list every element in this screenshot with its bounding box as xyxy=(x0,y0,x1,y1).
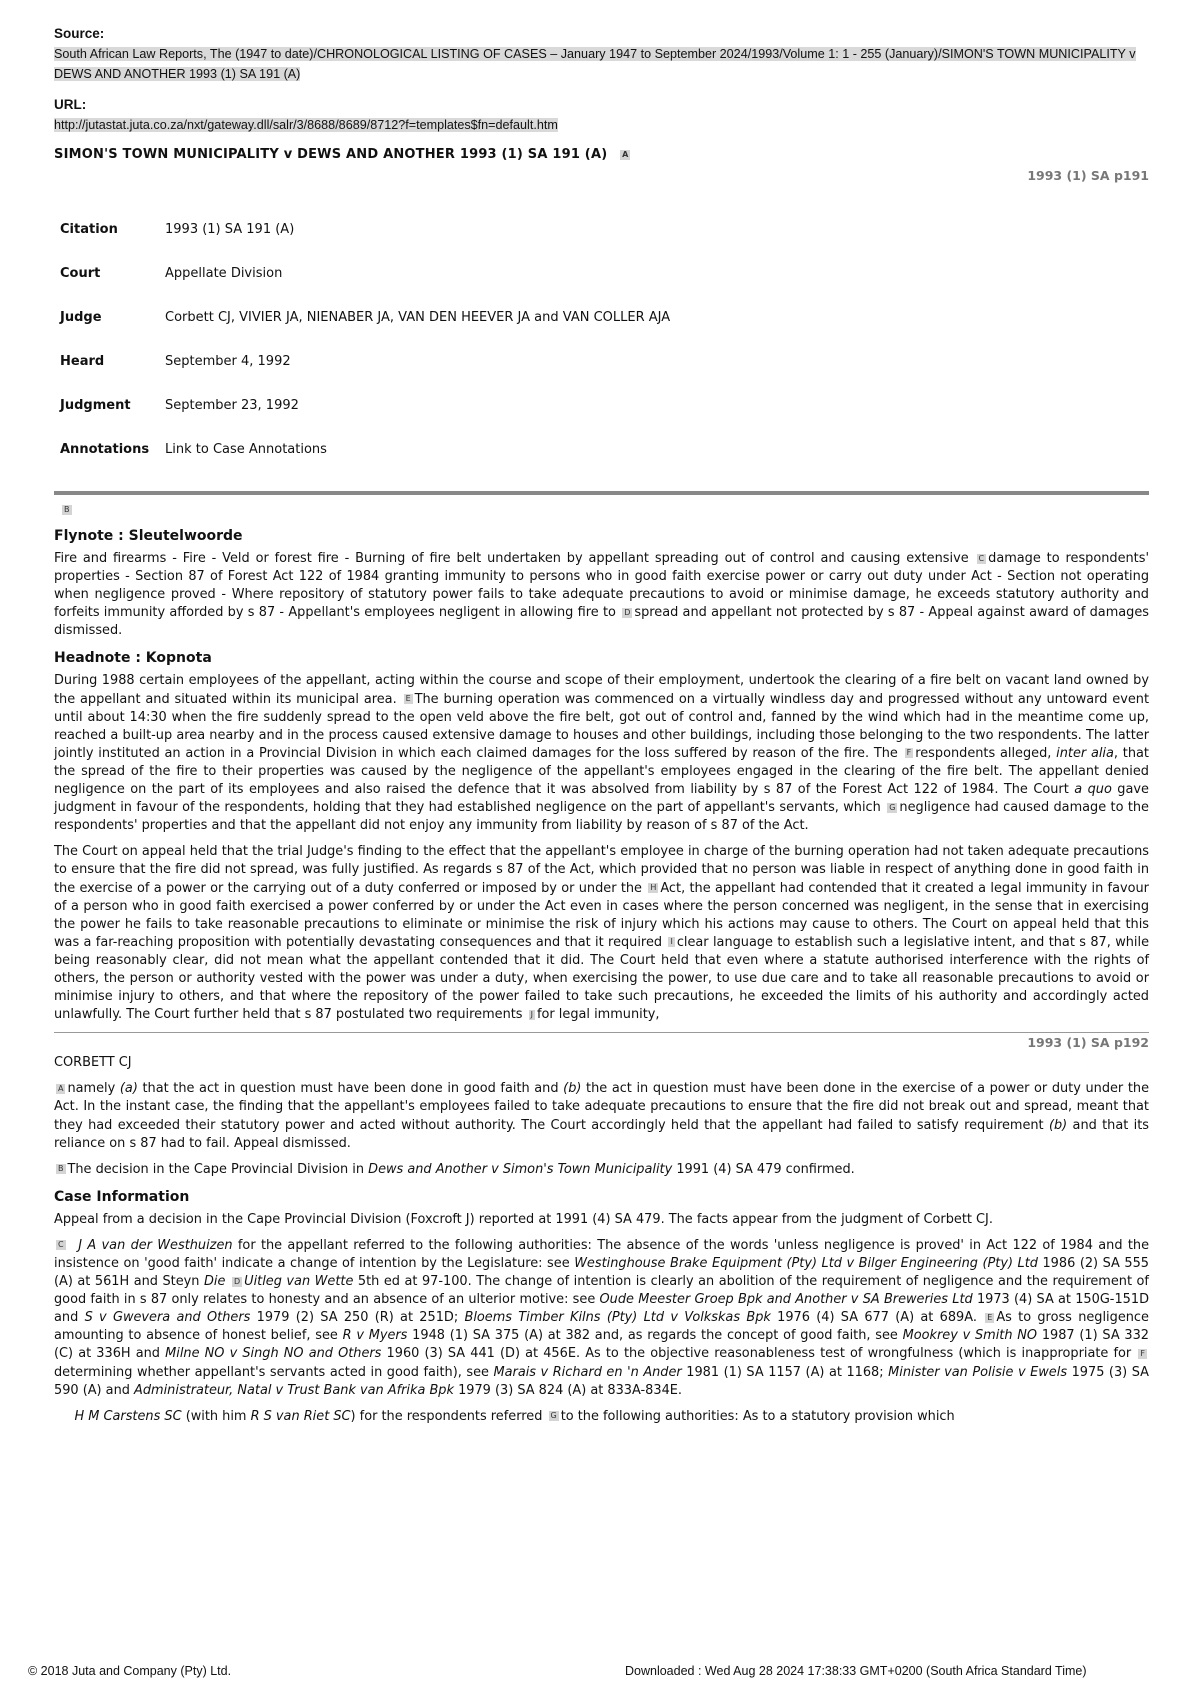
meta-row-court xyxy=(60,251,670,295)
meta-key: Court xyxy=(60,265,101,281)
case-metadata-table xyxy=(60,207,670,471)
meta-row-judgment xyxy=(60,383,670,427)
margin-marker: A xyxy=(622,149,629,159)
margin-marker: F xyxy=(906,748,912,758)
meta-value: September 4, 1992 xyxy=(165,353,291,369)
headnote-paragraph-3: A namely (a) that the act in question must have been done in good faith and (b) the act in question must have been done in the exercise of a power or duty under the Act. In the instant case, the finding that the appellant's employees failed to take adequate precautions to ensure that the fire did not break out and spread, meant that they had exceeded their statutory power and acted without authority. The Court accordingly held that the appellant had failed to satisfy requirement (b) and that its reliance on s 87 had to fail. Appeal dismissed. xyxy=(54,1081,1149,1151)
meta-key: Citation xyxy=(60,221,118,237)
margin-marker: D xyxy=(624,607,631,617)
meta-key: Judge xyxy=(60,309,102,325)
document-page xyxy=(54,26,1149,1434)
case-information-heading: Case Information xyxy=(54,1188,190,1205)
section-divider xyxy=(54,491,1149,495)
headnote-paragraph-1: During 1988 certain employees of the appellant, acting within the course and scope of their employment, undertook the clearing of a fire belt on vacant land owned by the appellant and situated within its municipal area. E The burning operation was commenced on a virtually windless day and progressed without any untoward event until about 14:30 when the fire suddenly spread to the open veld above the fire belt, got out of control and, fanned by the wind which had in the meantime come up, reached a built-up area nearby and in the process caused extensive damage to houses and other buildings, including those belonging to the two respondents. The latter jointly instituted an action in a Provincial Division in which each claimed damages for the loss suffered by reason of the fire. The F respondents alleged, inter alia, that the spread of the fire to their properties was caused by the negligence of the appellant's employees engaged in the clearing of the fire belt. The appellant denied negligence on the part of its employees and also raised the defence that it was absolved from liability by s 87 of the Forest Act 122 of 1984. The Court a quo gave judgment in favour of the respondents, holding that they had established negligence on the part of appellant's servants, which G negligence had caused damage to the respondents' properties and that the appellant did not enjoy any immunity from liability by reason of s 87 of the Act. xyxy=(54,673,1150,834)
margin-marker: E xyxy=(987,1312,993,1322)
meta-value: September 23, 1992 xyxy=(165,397,299,413)
margin-marker: E xyxy=(405,694,411,704)
case-title-text: SIMON'S TOWN MUNICIPALITY v DEWS AND ANOTHER 1993 (1) SA 191 (A) xyxy=(54,147,608,162)
meta-row-citation xyxy=(60,207,670,251)
footer-copyright: © 2018 Juta and Company (Pty) Ltd. xyxy=(28,1664,232,1678)
meta-row-heard xyxy=(60,339,670,383)
page-reference: 1993 (1) SA p192 xyxy=(1027,1035,1149,1051)
margin-marker: I xyxy=(670,937,673,947)
source-label: Source: xyxy=(54,26,105,41)
headnote-paragraph-2: The Court on appeal held that the trial Judge's finding to the effect that the appellant's employee in charge of the burning operation had not taken adequate precautions to ensure that the fire did not spread, was fully justified. As regards s 87 of the Act, which provided that no person was liable in respect of anything done in good faith in the exercise of a power or the carrying out of a duty conferred or imposed by or under the H Act, the appellant had contended that it created a legal immunity in favour of a person who in good faith exercised a power conferred by or under the Act even in cases where the person concerned was negligent, in the sense that in exercising the power he fails to take reasonable precautions to eliminate or minimise the risk of injury which his actions may cause to others. The Court on appeal held that this was a far-reaching proposition with potentially devastating consequences and that it required I clear language to establish such a legislative intent, and that s 87, while being reasonably clear, did not mean what the appellant contended that it did. The Court held that even where a statute authorised interference with the rights of others, the person or authority vested with the power was under a duty, when exercising the power, to use due care and to take all reasonable precautions to avoid or minimise injury to others, and that where the repository of the power failed to take such precautions, he exceeded the limits of his authority and accordingly acted unlawfully. The Court further held that s 87 postulated two requirements J for legal immunity, xyxy=(54,844,1149,1023)
page-divider xyxy=(54,1032,1149,1033)
margin-marker: G xyxy=(550,1411,557,1421)
url-label: URL: xyxy=(54,97,87,112)
case-info-paragraph-3: H M Carstens SC (with him R S van Riet SC) for the respondents referred G to the following authorities: As to a statutory provision which xyxy=(74,1408,955,1424)
margin-marker: C xyxy=(58,1240,64,1250)
page-reference: 1993 (1) SA p191 xyxy=(1027,168,1149,183)
headnote-paragraph-4: B The decision in the Cape Provincial Division in Dews and Another v Simon's Town Municipality 1991 (4) SA 479 confirmed. xyxy=(58,1161,855,1177)
meta-value: 1993 (1) SA 191 (A) xyxy=(165,221,295,237)
case-info-paragraph-2: C J A van der Westhuizen for the appellant referred to the following authorities: The absence of the words 'unless negligence is proved' in Act 122 of 1984 and the insistence on 'good faith' indicate a change of intention by the Legislature: see Westinghouse Brake Equipment (Pty) Ltd v Bilger Engineering (Pty) Ltd 1986 (2) SA 555 (A) at 561H and Steyn Die D Uitleg van Wette 5th ed at 97-100. The change of intention is clearly an abolition of the requirement of negligence and the requirement of good faith in s 87 only relates to honesty and an absence of an ulterior motive: see Oude Meester Groep Bpk and Another v SA Breweries Ltd 1973 (4) SA at 150G-151D and S v Gwevera and Others 1979 (2) SA 250 (R) at 251D; Bloems Timber Kilns (Pty) Ltd v Volkskas Bpk 1976 (4) SA 677 (A) at 689A. E As to gross negligence amounting to absence of honest belief, see R v Myers 1948 (1) SA 375 (A) at 382 and, as regards the concept of good faith, see Mookrey v Smith NO 1987 (1) SA 332 (C) at 336H and Milne NO v Singh NO and Others 1960 (3) SA 441 (D) at 456E. As to the objective reasonableness test of wrongfulness (which is inappropriate for Fdetermining whether appellant's servants acted in good faith), see Marais v Richard en 'n Ander 1981 (1) SA 1157 (A) at 1168; Minister van Polisie v Ewels 1975 (3) SA 590 (A) and Administrateur, Natal v Trust Bank van Afrika Bpk 1979 (3) SA 824 (A) at 833A-834E. xyxy=(54,1237,1150,1398)
margin-marker: F xyxy=(1140,1348,1145,1358)
meta-key: Annotations xyxy=(60,441,150,457)
headnote-heading: Headnote : Kopnota xyxy=(54,650,212,667)
margin-marker: B xyxy=(64,504,70,514)
meta-value: Corbett CJ, VIVIER JA, NIENABER JA, VAN DEN HEEVER JA and VAN COLLER AJA xyxy=(165,309,671,325)
margin-marker: A xyxy=(58,1083,64,1093)
meta-key: Judgment xyxy=(60,397,131,413)
meta-key: Heard xyxy=(60,353,105,369)
footer-download-time: Downloaded : Wed Aug 28 2024 17:38:33 GMT+0200 (South Africa Standard Time) xyxy=(625,1664,1087,1678)
meta-value: Appellate Division xyxy=(165,265,283,281)
meta-row-annotations xyxy=(60,427,670,471)
margin-marker: H xyxy=(650,883,657,892)
flynote-paragraph: Fire and firearms - Fire - Veld or forest fire - Burning of fire belt undertaken by appellant spreading out of control and causing extensive C damage to respondents' properties - Section 87 of Forest Act 122 of 1984 granting immunity to persons who in good faith exercise power or carry out duty under Act - Section not operating when negligence proved - Where repository of statutory power fails to take adequate precautions to avoid or minimise damage, he exceeds statutory authority and forfeits immunity afforded by s 87 - Appellant's employees negligent in allowing fire to D spread and appellant not protected by s 87 - Appeal against award of damages dismissed. xyxy=(54,551,1149,639)
margin-marker: G xyxy=(889,802,896,812)
annotations-link[interactable]: Link to Case Annotations xyxy=(165,441,327,457)
margin-marker: C xyxy=(978,553,985,563)
case-title xyxy=(54,147,1149,162)
url-link[interactable]: http://jutastat.juta.co.za/nxt/gateway.dll/salr/3/8688/8689/8712?f=templates$fn=default.htm xyxy=(54,118,558,132)
margin-marker: B xyxy=(58,1164,64,1174)
margin-marker: D xyxy=(233,1276,241,1286)
margin-marker: J xyxy=(530,1009,533,1019)
case-info-paragraph-1: Appeal from a decision in the Cape Provincial Division (Foxcroft J) reported at 1991 (4) SA 479. The facts appear from the judgment of Corbett CJ. xyxy=(54,1211,993,1227)
judge-running-header: CORBETT CJ xyxy=(54,1055,132,1071)
flynote-heading: Flynote : Sleutelwoorde xyxy=(54,528,243,544)
source-text[interactable]: South African Law Reports, The (1947 to date)/CHRONOLOGICAL LISTING OF CASES – January 1947 to September 2024/1993/Volume 1: 1 - 255 (January)/SIMON'S TOWN MUNICIPALITY v DEWS AND ANOTHER 1993 (1) SA 191 (A) xyxy=(54,47,1136,81)
meta-row-judge xyxy=(60,295,670,339)
